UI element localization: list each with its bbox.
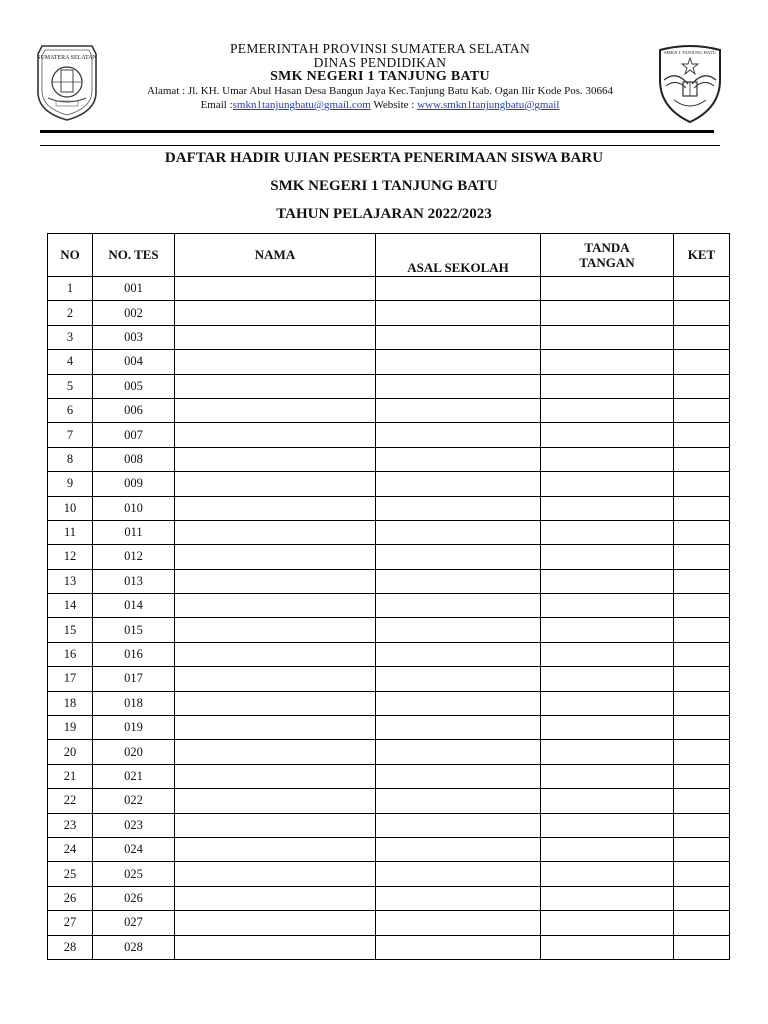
table-row [48,935,730,959]
cell-no-tes: 027 [93,911,175,935]
cell-ket[interactable] [674,911,730,935]
cell-asal-sekolah[interactable] [376,911,541,935]
table-row [48,472,730,496]
cell-ket[interactable] [674,935,730,959]
cell-asal-sekolah[interactable] [376,837,541,861]
cell-asal-sekolah[interactable] [376,545,541,569]
table-body [48,277,730,960]
cell-ket[interactable] [674,667,730,691]
cell-asal-sekolah[interactable] [376,667,541,691]
header-ket: KET [674,234,730,277]
cell-nama[interactable] [175,496,376,520]
cell-no-tes: 020 [93,740,175,764]
cell-nama[interactable] [175,472,376,496]
cell-asal-sekolah[interactable] [376,642,541,666]
cell-asal-sekolah[interactable] [376,301,541,325]
sumatera-selatan-emblem-icon [34,40,100,122]
cell-ket[interactable] [674,716,730,740]
table-row [48,423,730,447]
cell-asal-sekolah[interactable] [376,520,541,544]
cell-no: 16 [48,642,93,666]
table-row [48,740,730,764]
table-row [48,569,730,593]
cell-ket[interactable] [674,886,730,910]
header-no-tes: NO. TES [93,234,175,277]
cell-nama[interactable] [175,301,376,325]
cell-nama[interactable] [175,423,376,447]
cell-tanda-tangan[interactable] [541,764,674,788]
cell-no-tes: 018 [93,691,175,715]
cell-no-tes: 016 [93,642,175,666]
website-link[interactable]: www.smkn1tanjungbatu@gmail [417,99,560,111]
left-logo-caption: SUMATERA SELATAN [37,55,97,61]
cell-no-tes: 005 [93,374,175,398]
cell-nama[interactable] [175,740,376,764]
cell-no: 13 [48,569,93,593]
contact-line [100,98,660,112]
cell-nama[interactable] [175,837,376,861]
cell-no-tes: 025 [93,862,175,886]
header-no: NO [48,234,93,277]
cell-ket[interactable] [674,520,730,544]
cell-no: 7 [48,423,93,447]
cell-nama[interactable] [175,716,376,740]
cell-nama[interactable] [175,398,376,422]
cell-nama[interactable] [175,325,376,349]
cell-tanda-tangan[interactable] [541,447,674,471]
cell-no: 9 [48,472,93,496]
cell-tanda-tangan[interactable] [541,594,674,618]
cell-ket[interactable] [674,325,730,349]
table-row [48,911,730,935]
cell-tanda-tangan[interactable] [541,862,674,886]
cell-nama[interactable] [175,764,376,788]
table-row [48,374,730,398]
cell-no: 25 [48,862,93,886]
table-row [48,520,730,544]
cell-no-tes: 010 [93,496,175,520]
cell-no: 23 [48,813,93,837]
cell-no: 4 [48,350,93,374]
cell-no: 24 [48,837,93,861]
table-header-row [48,234,730,277]
cell-asal-sekolah[interactable] [376,764,541,788]
cell-asal-sekolah[interactable] [376,886,541,910]
cell-ket[interactable] [674,764,730,788]
cell-tanda-tangan[interactable] [541,691,674,715]
table-row [48,642,730,666]
cell-ket[interactable] [674,691,730,715]
cell-tanda-tangan[interactable] [541,325,674,349]
table-row [48,691,730,715]
cell-ket[interactable] [674,496,730,520]
cell-asal-sekolah[interactable] [376,618,541,642]
cell-ket[interactable] [674,813,730,837]
cell-no-tes: 014 [93,594,175,618]
cell-asal-sekolah[interactable] [376,472,541,496]
document-title: DAFTAR HADIR UJIAN PESERTA PENERIMAAN SISWA BARU [164,150,604,166]
cell-no: 14 [48,594,93,618]
cell-tanda-tangan[interactable] [541,496,674,520]
cell-ket[interactable] [674,277,730,301]
cell-no-tes: 011 [93,520,175,544]
cell-ket[interactable] [674,740,730,764]
cell-asal-sekolah[interactable] [376,325,541,349]
cell-nama[interactable] [175,789,376,813]
cell-ket[interactable] [674,350,730,374]
cell-nama[interactable] [175,277,376,301]
cell-ket[interactable] [674,447,730,471]
table-row [48,764,730,788]
cell-no-tes: 024 [93,837,175,861]
cell-no-tes: 028 [93,935,175,959]
cell-asal-sekolah[interactable] [376,423,541,447]
cell-no-tes: 007 [93,423,175,447]
header-nama: NAMA [175,234,376,277]
cell-asal-sekolah[interactable] [376,935,541,959]
cell-nama[interactable] [175,447,376,471]
cell-nama[interactable] [175,520,376,544]
cell-no-tes: 026 [93,886,175,910]
cell-ket[interactable] [674,569,730,593]
table-row [48,594,730,618]
cell-no: 2 [48,301,93,325]
table-row [48,301,730,325]
cell-nama[interactable] [175,911,376,935]
cell-no-tes: 003 [93,325,175,349]
cell-asal-sekolah[interactable] [376,862,541,886]
school-name: SMK NEGERI 1 TANJUNG BATU [270,69,490,84]
header-tanda-tangan [541,234,674,277]
cell-asal-sekolah[interactable] [376,691,541,715]
cell-tanda-tangan[interactable] [541,374,674,398]
right-logo-caption: SMKN 1 TANJUNG BATU [664,50,716,55]
cell-tanda-tangan[interactable] [541,398,674,422]
table-row [48,618,730,642]
cell-no: 11 [48,520,93,544]
cell-ket[interactable] [674,837,730,861]
cell-asal-sekolah[interactable] [376,350,541,374]
cell-no: 1 [48,277,93,301]
cell-nama[interactable] [175,594,376,618]
cell-ket[interactable] [674,618,730,642]
cell-no: 27 [48,911,93,935]
cell-asal-sekolah[interactable] [376,594,541,618]
cell-no-tes: 023 [93,813,175,837]
table-row [48,496,730,520]
cell-ket[interactable] [674,423,730,447]
cell-no: 22 [48,789,93,813]
cell-no: 21 [48,764,93,788]
cell-no: 17 [48,667,93,691]
cell-tanda-tangan[interactable] [541,911,674,935]
table-row [48,813,730,837]
header-tanda-line1: TANDA [584,240,630,255]
cell-tanda-tangan[interactable] [541,813,674,837]
cell-no: 20 [48,740,93,764]
letterhead [0,0,768,150]
letterhead-text [100,42,660,112]
cell-tanda-tangan[interactable] [541,740,674,764]
cell-no-tes: 019 [93,716,175,740]
cell-no: 8 [48,447,93,471]
email-label: Email : [200,99,233,111]
cell-no: 5 [48,374,93,398]
cell-no: 3 [48,325,93,349]
table-row [48,789,730,813]
table-row [48,545,730,569]
cell-tanda-tangan[interactable] [541,520,674,544]
cell-tanda-tangan[interactable] [541,837,674,861]
cell-asal-sekolah[interactable] [376,716,541,740]
cell-no-tes: 004 [93,350,175,374]
table-row [48,886,730,910]
table-row [48,667,730,691]
cell-nama[interactable] [175,350,376,374]
department-name: DINAS PENDIDIKAN [313,55,447,70]
cell-no: 10 [48,496,93,520]
email-link[interactable]: smkn1tanjungbatu@gmail.com [232,99,371,111]
cell-asal-sekolah[interactable] [376,569,541,593]
cell-nama[interactable] [175,935,376,959]
table-row [48,277,730,301]
cell-ket[interactable] [674,301,730,325]
cell-no: 26 [48,886,93,910]
cell-ket[interactable] [674,398,730,422]
cell-nama[interactable] [175,374,376,398]
cell-ket[interactable] [674,862,730,886]
cell-no: 19 [48,716,93,740]
table-row [48,350,730,374]
table-row [48,837,730,861]
cell-tanda-tangan[interactable] [541,569,674,593]
cell-no: 15 [48,618,93,642]
cell-nama[interactable] [175,618,376,642]
cell-asal-sekolah[interactable] [376,374,541,398]
cell-no-tes: 006 [93,398,175,422]
cell-nama[interactable] [175,813,376,837]
cell-tanda-tangan[interactable] [541,423,674,447]
cell-tanda-tangan[interactable] [541,277,674,301]
cell-nama[interactable] [175,886,376,910]
cell-no-tes: 008 [93,447,175,471]
header-tanda-line2: TANGAN [579,255,635,270]
cell-nama[interactable] [175,667,376,691]
cell-asal-sekolah[interactable] [376,789,541,813]
cell-asal-sekolah[interactable] [376,447,541,471]
letterhead-rule-thick [40,130,714,133]
cell-nama[interactable] [175,569,376,593]
government-name: PEMERINTAH PROVINSI SUMATERA SELATAN [229,41,531,56]
cell-tanda-tangan[interactable] [541,350,674,374]
cell-asal-sekolah[interactable] [376,496,541,520]
cell-no-tes: 001 [93,277,175,301]
cell-tanda-tangan[interactable] [541,642,674,666]
document-titles [0,146,768,228]
cell-asal-sekolah[interactable] [376,277,541,301]
cell-ket[interactable] [674,594,730,618]
cell-ket[interactable] [674,642,730,666]
website-label: Website : [370,99,418,111]
cell-no-tes: 021 [93,764,175,788]
header-asal-sekolah: ASAL SEKOLAH [376,234,541,277]
cell-tanda-tangan[interactable] [541,472,674,496]
cell-no: 12 [48,545,93,569]
cell-nama[interactable] [175,691,376,715]
cell-tanda-tangan[interactable] [541,618,674,642]
cell-ket[interactable] [674,374,730,398]
cell-no-tes: 017 [93,667,175,691]
cell-tanda-tangan[interactable] [541,716,674,740]
cell-ket[interactable] [674,545,730,569]
cell-nama[interactable] [175,862,376,886]
attendance-table [47,233,730,960]
table-row [48,325,730,349]
school-address: Alamat : Jl. KH. Umar Abul Hasan Desa Bangun Jaya Kec.Tanjung Batu Kab. Ogan Ilir Kode Pos. 30664 [146,85,614,97]
cell-no: 18 [48,691,93,715]
cell-nama[interactable] [175,545,376,569]
cell-no-tes: 013 [93,569,175,593]
cell-tanda-tangan[interactable] [541,935,674,959]
cell-tanda-tangan[interactable] [541,789,674,813]
cell-no-tes: 002 [93,301,175,325]
cell-ket[interactable] [674,789,730,813]
cell-no-tes: 015 [93,618,175,642]
cell-no: 28 [48,935,93,959]
cell-tanda-tangan[interactable] [541,886,674,910]
cell-no-tes: 022 [93,789,175,813]
cell-tanda-tangan[interactable] [541,667,674,691]
document-subtitle-year: TAHUN PELAJARAN 2022/2023 [276,206,492,222]
table-row [48,398,730,422]
cell-asal-sekolah[interactable] [376,398,541,422]
table-row [48,862,730,886]
cell-no: 6 [48,398,93,422]
table-row [48,716,730,740]
cell-ket[interactable] [674,472,730,496]
cell-tanda-tangan[interactable] [541,301,674,325]
cell-no-tes: 009 [93,472,175,496]
document-subtitle-school: SMK NEGERI 1 TANJUNG BATU [270,178,498,194]
cell-asal-sekolah[interactable] [376,740,541,764]
cell-tanda-tangan[interactable] [541,545,674,569]
cell-no-tes: 012 [93,545,175,569]
smk-shield-emblem-icon [654,40,726,124]
table-row [48,447,730,471]
cell-asal-sekolah[interactable] [376,813,541,837]
cell-nama[interactable] [175,642,376,666]
